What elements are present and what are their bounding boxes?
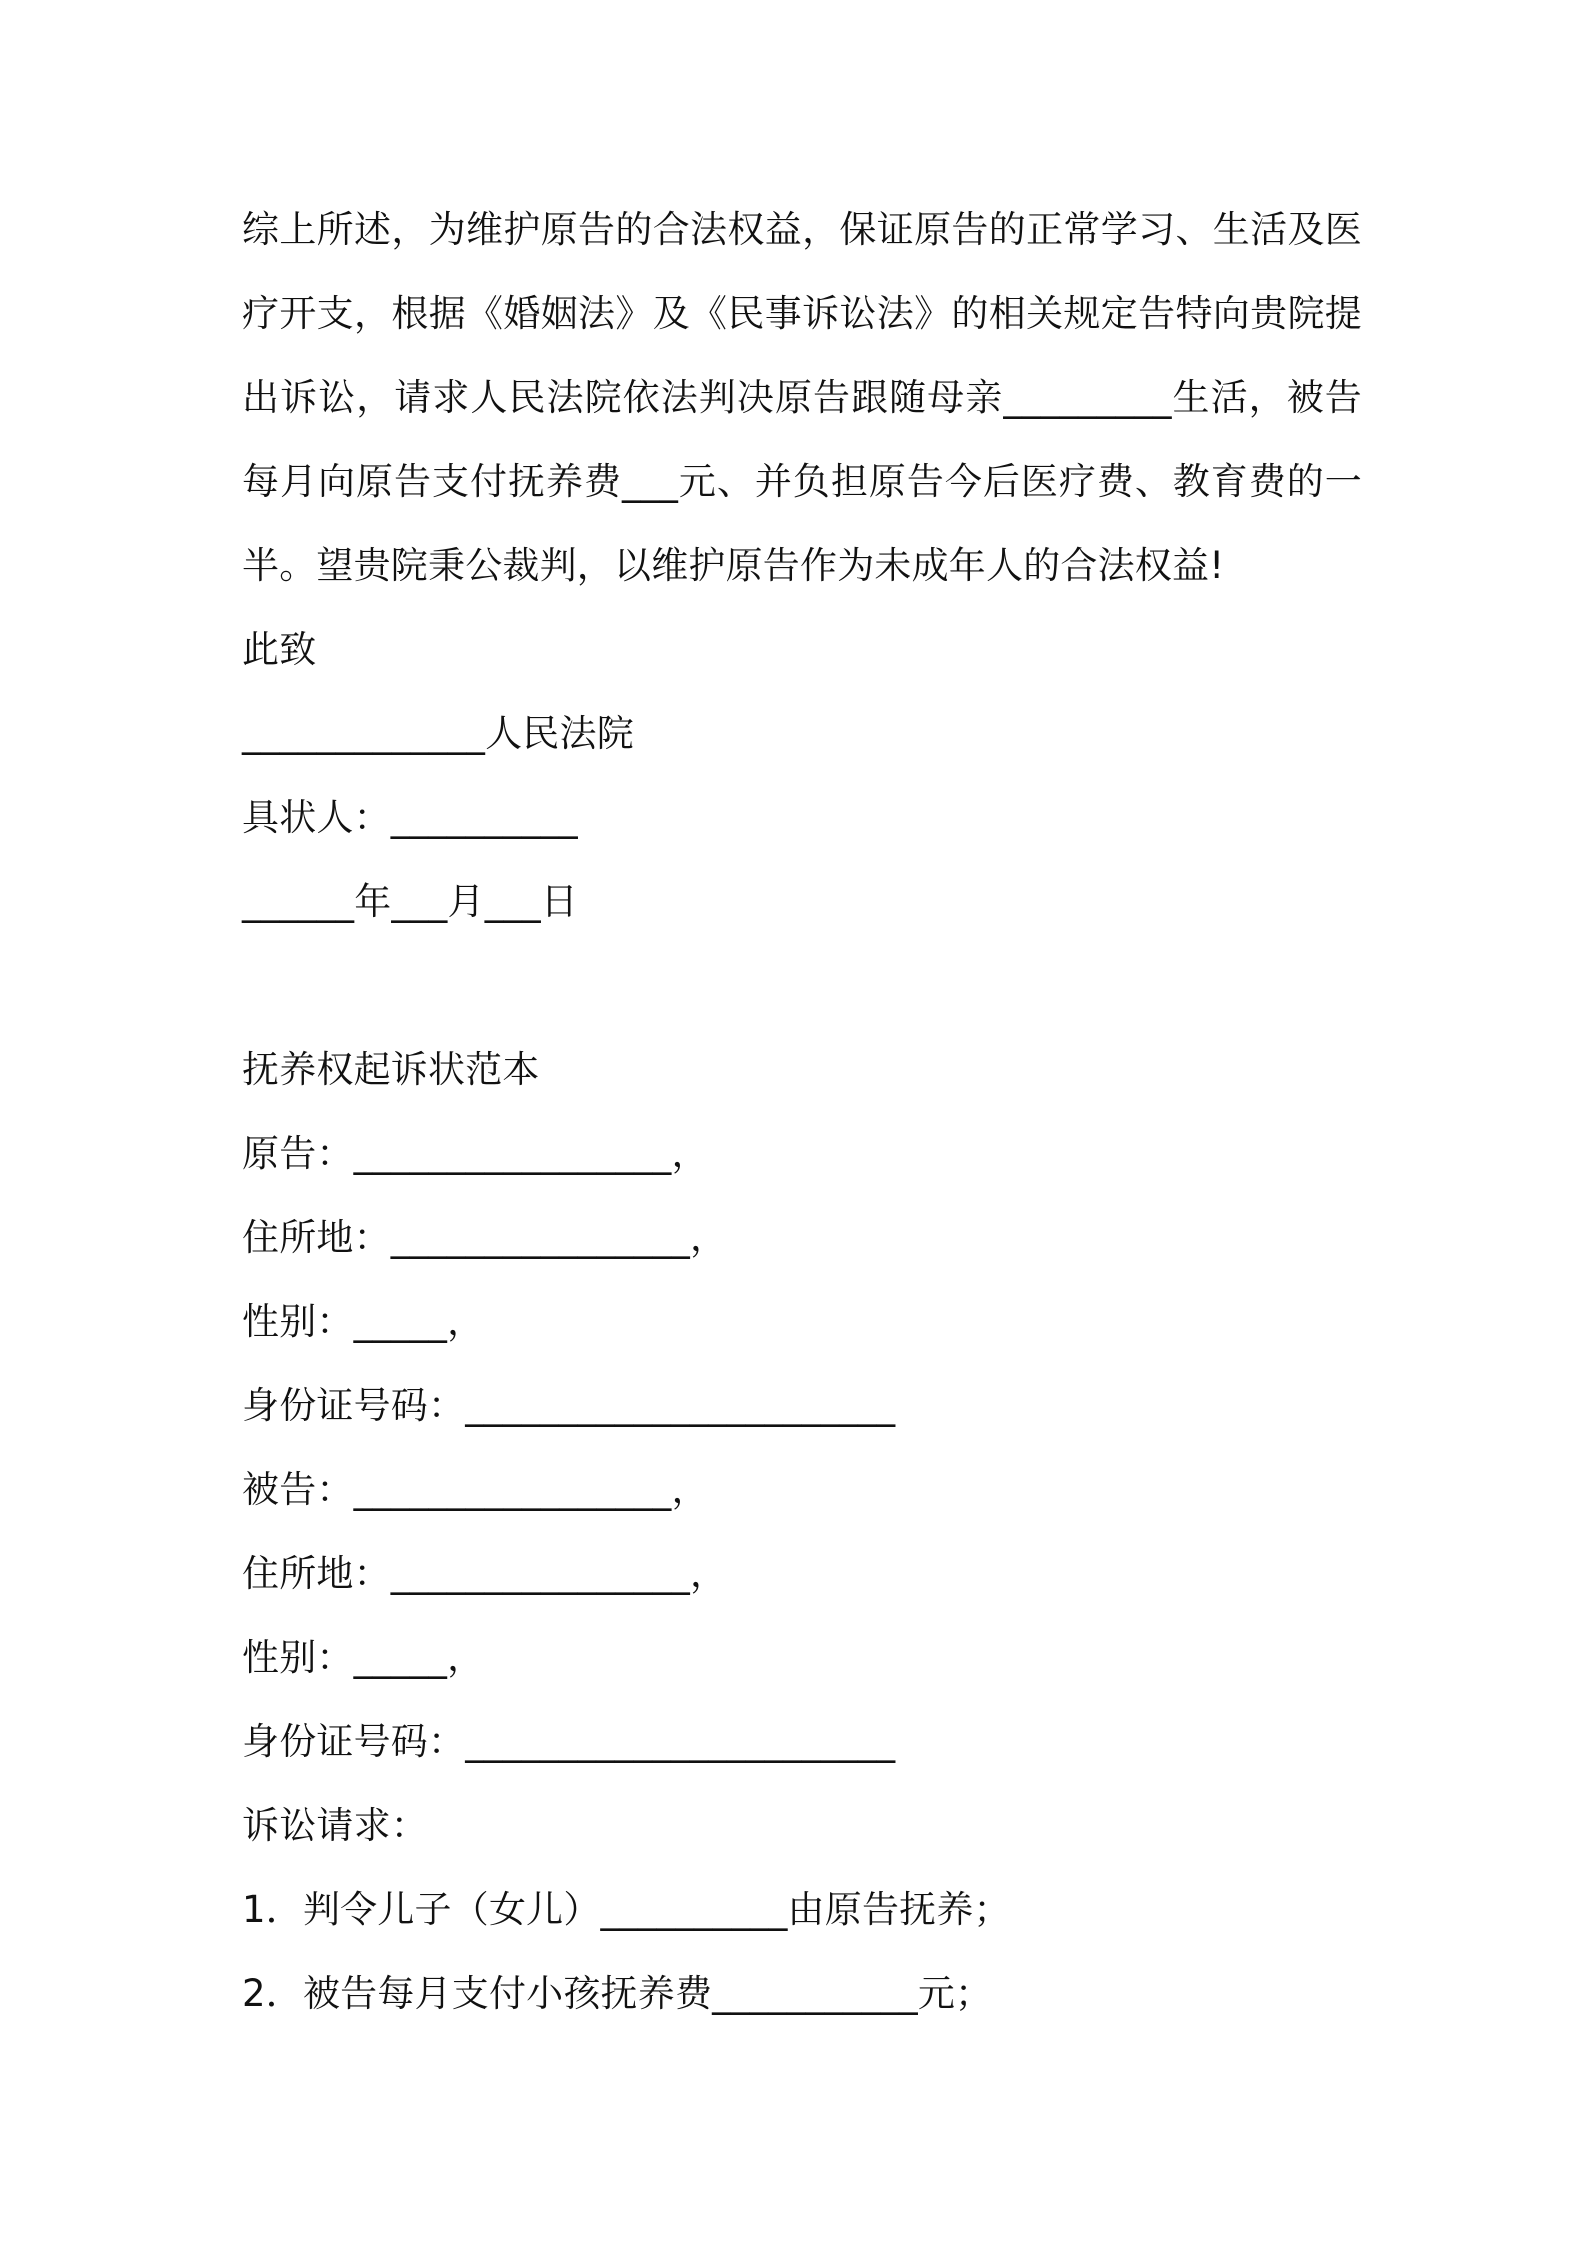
claim-1: 1．判令儿子（女儿）__________由原告抚养； xyxy=(242,1888,1011,1931)
plaintiff-line: 原告：_________________， xyxy=(242,1132,709,1175)
template-title: 抚养权起诉状范本 xyxy=(242,1048,540,1091)
salutation: 此致 xyxy=(242,628,317,671)
defendant-line: 被告：_________________， xyxy=(242,1468,709,1511)
plaintiff-gender-line: 性别：_____， xyxy=(242,1300,485,1343)
plaintiff-address-line: 住所地：________________， xyxy=(242,1216,728,1259)
conclusion-paragraph: 综上所述，为维护原告的合法权益，保证原告的正常学习、生活及医疗开支，根据《婚姻法》及《民事诉讼法》的相关规定告特向贵院提出诉讼，请求人民法院依法判决原告跟随母亲_________生活，被告每月向原告支付抚养费___元、并负担原告今后医疗费、教育费的一半。望贵院秉公裁判，以维护原告作为未成年人的合法权益! xyxy=(242,208,1362,587)
signer-line: 具状人：__________ xyxy=(242,796,578,839)
claims-heading: 诉讼请求： xyxy=(242,1804,428,1847)
claim-2: 2．被告每月支付小孩抚养费___________元； xyxy=(242,1972,993,2015)
defendant-address-line: 住所地：________________， xyxy=(242,1552,728,1595)
plaintiff-id-line: 身份证号码：_______________________ xyxy=(242,1384,896,1427)
court-line: _____________人民法院 xyxy=(242,712,634,755)
defendant-id-line: 身份证号码：_______________________ xyxy=(242,1720,896,1763)
defendant-gender-line: 性别：_____， xyxy=(242,1636,485,1679)
date-line: ______年___月___日 xyxy=(242,880,578,923)
